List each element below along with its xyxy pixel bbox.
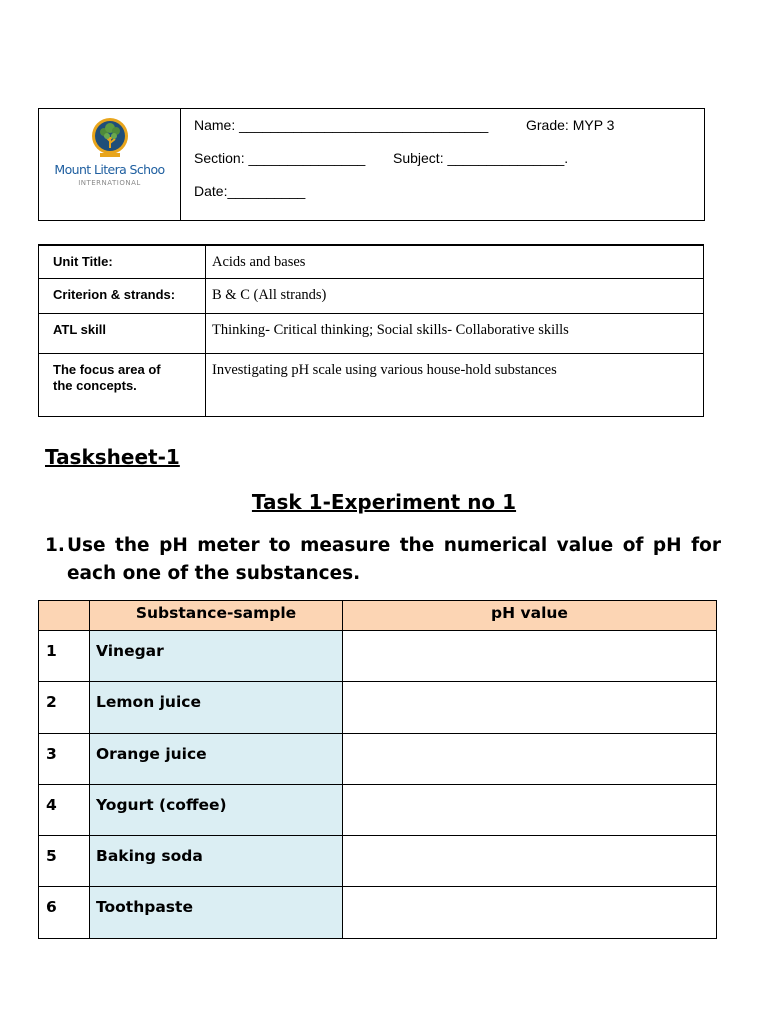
- row-index: 4: [39, 784, 90, 835]
- table-row: [39, 682, 717, 733]
- substance-column-header: Substance-sample: [90, 601, 343, 631]
- unit-title-value: Acids and bases: [206, 245, 704, 278]
- table-row: [39, 836, 717, 887]
- question-text: Use the pH meter to measure the numerical value of pH for each one of the substances.: [67, 535, 721, 584]
- unit-info-table: [38, 244, 704, 417]
- atl-skill-value: Thinking- Critical thinking; Social skills- Collaborative skills: [206, 313, 704, 353]
- substance-cell: Lemon juice: [90, 682, 343, 733]
- school-subtitle: INTERNATIONAL: [78, 179, 141, 187]
- table-row: [39, 631, 717, 682]
- tasksheet-heading: Tasksheet-1: [45, 445, 180, 469]
- ph-column-header: pH value: [343, 601, 717, 631]
- row-index: 3: [39, 733, 90, 784]
- substance-cell: Toothpaste: [90, 887, 343, 938]
- table-row: [39, 353, 704, 416]
- row-index: 2: [39, 682, 90, 733]
- school-logo: [39, 109, 181, 220]
- name-field[interactable]: Name: ________________________________: [194, 117, 489, 133]
- ph-value-cell[interactable]: [343, 887, 717, 938]
- row-index: 1: [39, 631, 90, 682]
- question-number: 1.: [45, 535, 65, 556]
- ph-value-cell[interactable]: [343, 836, 717, 887]
- row-index: 5: [39, 836, 90, 887]
- table-row: [39, 887, 717, 938]
- focus-area-value: Investigating pH scale using various house-hold substances: [206, 353, 704, 416]
- school-name: Mount Litera Schoo: [54, 162, 165, 177]
- date-field[interactable]: Date:__________: [194, 183, 306, 199]
- criterion-value: B & C (All strands): [206, 278, 704, 313]
- ph-value-cell[interactable]: [343, 733, 717, 784]
- index-column-header: [39, 601, 90, 631]
- table-row: [39, 784, 717, 835]
- atl-skill-label: ATL skill: [39, 313, 206, 353]
- substance-cell: Baking soda: [90, 836, 343, 887]
- row-index: 6: [39, 887, 90, 938]
- tree-emblem-icon: [90, 117, 130, 159]
- table-row: [39, 733, 717, 784]
- table-row: [39, 245, 704, 278]
- table-header-row: [39, 601, 717, 631]
- substance-cell: Vinegar: [90, 631, 343, 682]
- criterion-label: Criterion & strands:: [39, 278, 206, 313]
- substance-cell: Yogurt (coffee): [90, 784, 343, 835]
- focus-area-label: The focus area of the concepts.: [39, 353, 206, 416]
- student-info-box: [38, 108, 705, 221]
- ph-value-cell[interactable]: [343, 682, 717, 733]
- subject-field[interactable]: Subject: _______________.: [393, 150, 569, 166]
- table-row: [39, 313, 704, 353]
- table-row: [39, 278, 704, 313]
- student-info-fields: [181, 109, 704, 220]
- substance-cell: Orange juice: [90, 733, 343, 784]
- ph-measurement-table: [38, 600, 717, 939]
- ph-value-cell[interactable]: [343, 631, 717, 682]
- ph-value-cell[interactable]: [343, 784, 717, 835]
- question-1: [45, 532, 721, 588]
- unit-title-label: Unit Title:: [39, 245, 206, 278]
- task-heading: Task 1-Experiment no 1: [251, 490, 517, 514]
- grade-label: Grade: MYP 3: [526, 117, 615, 133]
- section-field[interactable]: Section: _______________: [194, 150, 366, 166]
